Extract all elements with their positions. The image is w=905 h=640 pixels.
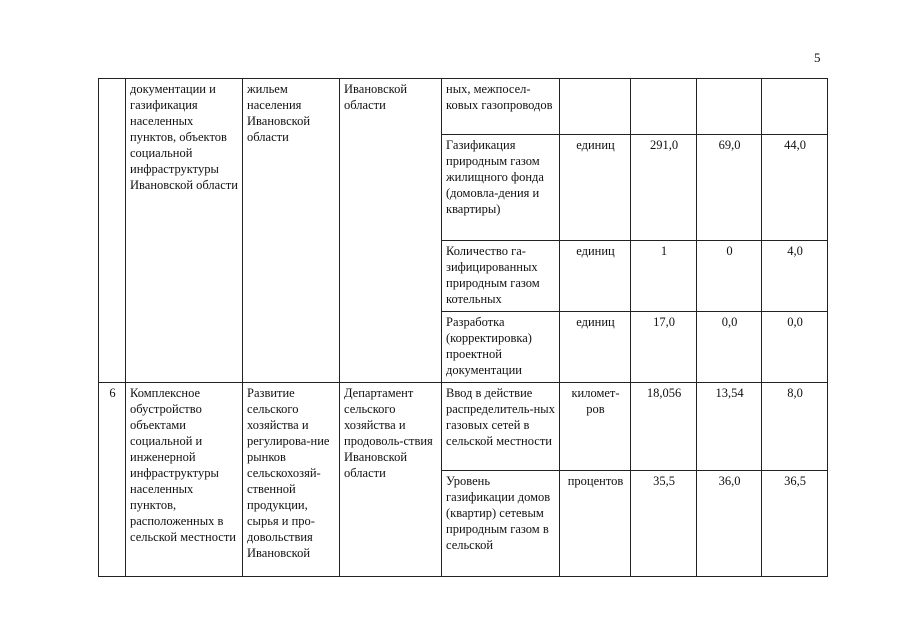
unit-cell: процентов [560, 471, 631, 577]
row-number-cell [99, 79, 126, 383]
value-cell: 13,54 [697, 383, 762, 471]
unit-cell: единиц [560, 312, 631, 383]
indicator-name-cell: Газификация природным газом жилищного фонда (домовла-дения и квартиры) [442, 135, 560, 241]
indicator-name-cell: Уровень газификации домов (квартир) сетевым природным газом в сельской [442, 471, 560, 577]
value-cell [697, 79, 762, 135]
table-row [99, 79, 828, 135]
value-cell: 1 [631, 241, 697, 312]
executor-cell: Ивановской области [340, 79, 442, 383]
row-number-cell: 6 [99, 383, 126, 577]
indicator-name-cell: Разработка (корректировка) проектной документации [442, 312, 560, 383]
page-number: 5 [814, 50, 821, 65]
value-cell: 0 [697, 241, 762, 312]
program-cell: Развитие сельского хозяйства и регулирова-ние рынков сельскохозяй-ственной продукции, сырья и про-довольствия Ивановской [243, 383, 340, 577]
table-row [99, 383, 828, 471]
value-cell: 18,056 [631, 383, 697, 471]
value-cell [762, 79, 828, 135]
value-cell: 291,0 [631, 135, 697, 241]
value-cell: 36,5 [762, 471, 828, 577]
value-cell: 8,0 [762, 383, 828, 471]
task-cell: Комплексное обустройство объектами социальной и инженерной инфраструктуры населенных пунктов, расположенных в сельской местности [126, 383, 243, 577]
value-cell: 0,0 [762, 312, 828, 383]
indicator-name-cell: Количество га-зифицированных природным газом котельных [442, 241, 560, 312]
unit-cell: единиц [560, 135, 631, 241]
value-cell: 69,0 [697, 135, 762, 241]
indicator-name-cell: Ввод в действие распределитель-ных газовых сетей в сельской местности [442, 383, 560, 471]
unit-cell: единиц [560, 241, 631, 312]
value-cell: 35,5 [631, 471, 697, 577]
value-cell [631, 79, 697, 135]
value-cell: 0,0 [697, 312, 762, 383]
program-cell: жильем населения Ивановской области [243, 79, 340, 383]
value-cell: 17,0 [631, 312, 697, 383]
task-cell: документации и газификация населенных пунктов, объектов социальной инфраструктуры Ивановской области [126, 79, 243, 383]
indicators-table [98, 78, 828, 577]
value-cell: 4,0 [762, 241, 828, 312]
indicator-name-cell: ных, межпосел-ковых газопроводов [442, 79, 560, 135]
value-cell: 44,0 [762, 135, 828, 241]
value-cell: 36,0 [697, 471, 762, 577]
unit-cell: километ-ров [560, 383, 631, 471]
executor-cell: Департамент сельского хозяйства и продоволь-ствия Ивановской области [340, 383, 442, 577]
unit-cell [560, 79, 631, 135]
